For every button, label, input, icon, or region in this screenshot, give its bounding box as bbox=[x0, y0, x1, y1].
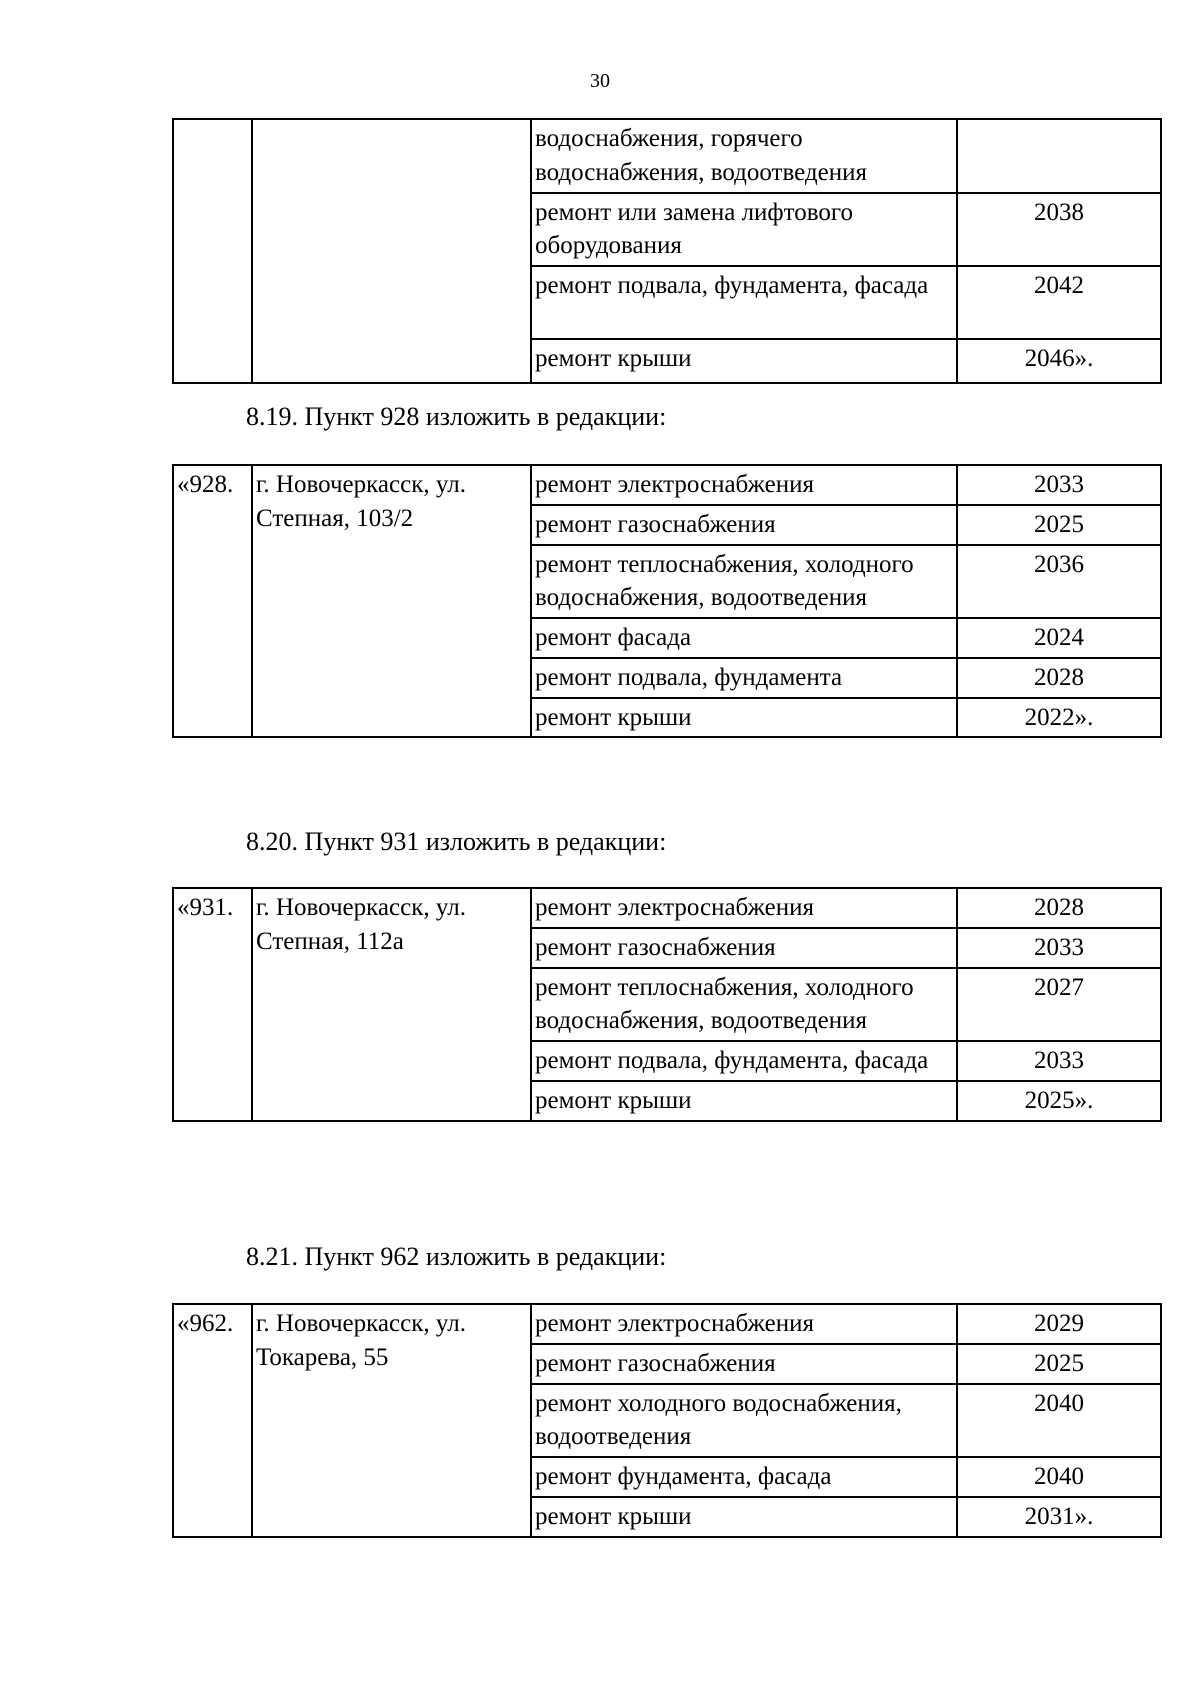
year-cell: 2042 bbox=[957, 266, 1161, 339]
work-cell: ремонт подвала, фундамента, фасада bbox=[531, 266, 957, 339]
section-heading: 8.21. Пункт 962 изложить в редакции: bbox=[246, 1242, 667, 1271]
work-cell: ремонт электроснабжения bbox=[531, 888, 957, 928]
year-cell: 2031». bbox=[957, 1497, 1161, 1537]
work-cell: ремонт электроснабжения bbox=[531, 465, 957, 505]
year-cell: 2025». bbox=[957, 1081, 1161, 1121]
year-cell: 2033 bbox=[957, 928, 1161, 968]
year-cell: 2024 bbox=[957, 618, 1161, 658]
page-number: 30 bbox=[590, 70, 610, 92]
work-cell: ремонт или замена лифтового оборудования bbox=[531, 193, 957, 267]
work-cell: ремонт электроснабжения bbox=[531, 1304, 957, 1344]
year-cell: 2027 bbox=[957, 968, 1161, 1042]
year-cell: 2028 bbox=[957, 658, 1161, 698]
table-row bbox=[173, 465, 1161, 505]
year-cell: 2033 bbox=[957, 465, 1161, 505]
table-row bbox=[173, 119, 1161, 193]
work-cell: ремонт газоснабжения bbox=[531, 1344, 957, 1384]
section-table bbox=[172, 1303, 1162, 1538]
section-heading: 8.19. Пункт 928 изложить в редакции: bbox=[246, 402, 667, 431]
work-cell: ремонт газоснабжения bbox=[531, 505, 957, 545]
work-cell: ремонт холодного водоснабжения, водоотведения bbox=[531, 1384, 957, 1458]
work-cell: водоснабжения, горячего водоснабжения, водоотведения bbox=[531, 119, 957, 193]
address-cell: г. Новочеркасск, ул. Токарева, 55 bbox=[252, 1304, 531, 1537]
section-table bbox=[172, 464, 1162, 738]
work-cell: ремонт крыши bbox=[531, 1497, 957, 1537]
work-cell: ремонт теплоснабжения, холодного водоснабжения, водоотведения bbox=[531, 968, 957, 1042]
year-cell: 2028 bbox=[957, 888, 1161, 928]
year-cell: 2040 bbox=[957, 1384, 1161, 1458]
year-cell: 2029 bbox=[957, 1304, 1161, 1344]
work-cell: ремонт фасада bbox=[531, 618, 957, 658]
continuation-table bbox=[172, 118, 1162, 384]
table-row bbox=[173, 1304, 1161, 1344]
work-cell: ремонт фундамента, фасада bbox=[531, 1457, 957, 1497]
number-cell bbox=[173, 119, 252, 383]
year-cell: 2046». bbox=[957, 339, 1161, 383]
work-cell: ремонт крыши bbox=[531, 698, 957, 738]
section-heading: 8.20. Пункт 931 изложить в редакции: bbox=[246, 827, 667, 856]
work-cell: ремонт крыши bbox=[531, 339, 957, 383]
year-cell: 2036 bbox=[957, 545, 1161, 619]
year-cell: 2033 bbox=[957, 1041, 1161, 1081]
address-cell: г. Новочеркасск, ул. Степная, 103/2 bbox=[252, 465, 531, 737]
year-cell: 2025 bbox=[957, 505, 1161, 545]
work-cell: ремонт газоснабжения bbox=[531, 928, 957, 968]
year-cell: 2025 bbox=[957, 1344, 1161, 1384]
number-cell: «931. bbox=[173, 888, 252, 1121]
year-cell bbox=[957, 119, 1161, 193]
number-cell: «962. bbox=[173, 1304, 252, 1537]
address-cell: г. Новочеркасск, ул. Степная, 112а bbox=[252, 888, 531, 1121]
number-cell: «928. bbox=[173, 465, 252, 737]
work-cell: ремонт подвала, фундамента, фасада bbox=[531, 1041, 957, 1081]
work-cell: ремонт подвала, фундамента bbox=[531, 658, 957, 698]
year-cell: 2038 bbox=[957, 193, 1161, 267]
section-table bbox=[172, 887, 1162, 1122]
year-cell: 2040 bbox=[957, 1457, 1161, 1497]
table-row bbox=[173, 888, 1161, 928]
work-cell: ремонт теплоснабжения, холодного водоснабжения, водоотведения bbox=[531, 545, 957, 619]
address-cell bbox=[252, 119, 531, 383]
work-cell: ремонт крыши bbox=[531, 1081, 957, 1121]
year-cell: 2022». bbox=[957, 698, 1161, 738]
